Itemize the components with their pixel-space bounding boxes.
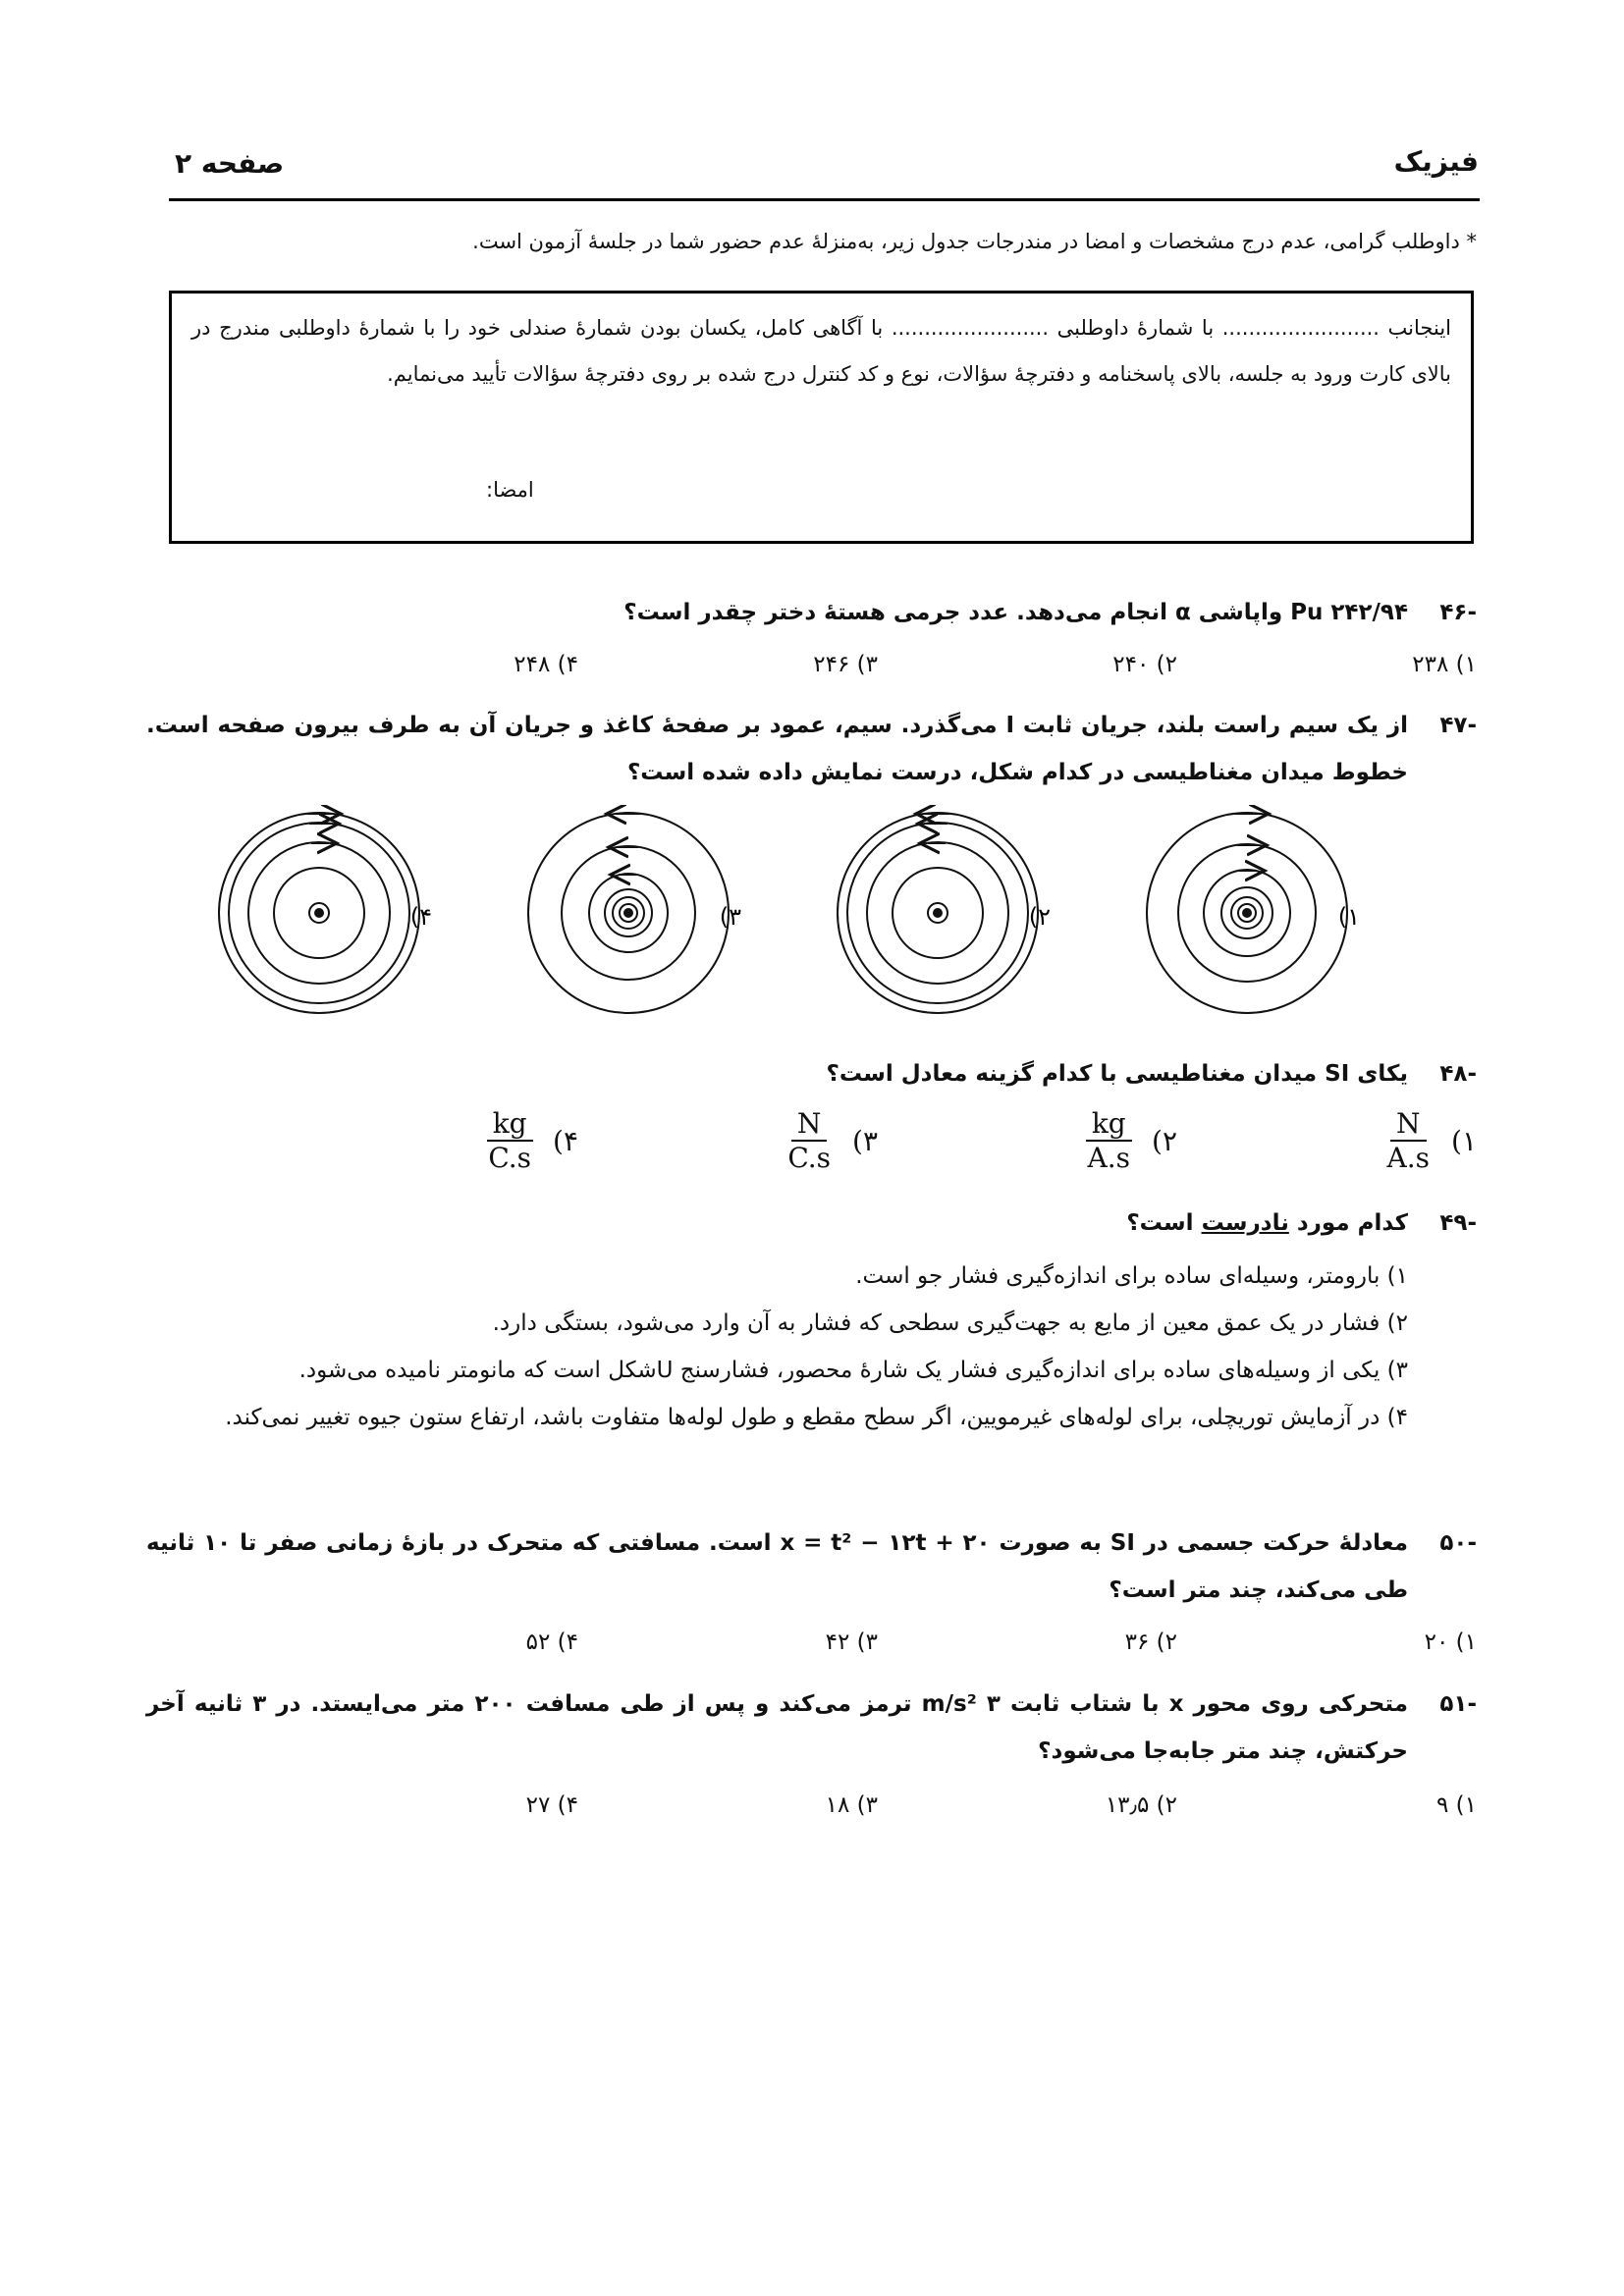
signature-label: امضا: (486, 478, 534, 502)
option-1[interactable]: ۱) ۲۰ (1424, 1629, 1477, 1655)
option-4[interactable]: ۴) ۲۴۸ (514, 652, 578, 677)
option-4[interactable]: ۴) ۵۲ (525, 1629, 578, 1655)
q48-options (279, 1107, 1477, 1174)
option-2[interactable]: ۲) $\frac{kg}{A.s}$ (878, 1107, 1177, 1174)
question-50 (146, 1520, 1477, 1614)
unit-fraction: $\frac{N}{A.s}$ (1386, 1107, 1431, 1174)
underlined-word: نادرست (1201, 1210, 1289, 1236)
question-48 (146, 1050, 1477, 1097)
question-number: -۴۷ (1439, 713, 1477, 738)
q51-options (279, 1792, 1477, 1818)
unit-fraction: $\frac{N}{C.s}$ (787, 1107, 832, 1174)
figure-label-1: ۱) (1337, 903, 1360, 931)
question-text: متحرکی روی محور x با شتاب ثابت ۳ m/s² ترمز می‌کند و پس از طی مسافت ۲۰۰ متر می‌ایستد. در ۳ ثانیه آخر حرکتش، چند متر جابه‌جا می‌شود؟ (146, 1691, 1408, 1764)
option-3[interactable]: ۳) ۴۲ (825, 1629, 878, 1655)
question-number: -۴۸ (1439, 1061, 1477, 1087)
candidate-notice: * داوطلب گرامی، عدم درج مشخصات و امضا در مندرجات جدول زیر، به‌منزلهٔ عدم حضور شما در جلسهٔ آزمون است. (472, 230, 1477, 253)
option-3[interactable]: ۳) $\frac{N}{C.s}$ (578, 1107, 878, 1174)
question-text: Pu ۲۴۲/۹۴ واپاشی α انجام می‌دهد. عدد جرمی هستهٔ دختر چقدر است؟ (623, 600, 1408, 625)
figure-4 (219, 813, 419, 1013)
figure-label-4: ۴) (409, 903, 432, 931)
option-2[interactable]: ۲) فشار در یک عمق معین از مایع به جهت‌گیری سطحی که فشار به آن وارد می‌شود، بستگی دارد. (492, 1310, 1408, 1336)
option-3[interactable]: ۳) یکی از وسیله‌های ساده برای اندازه‌گیری فشار یک شارهٔ محصور، فشارسنج U‌شکل است که مانومتر نامیده می‌شود. (298, 1358, 1408, 1383)
page-number: صفحه ۲ (175, 147, 285, 180)
header-rule (169, 198, 1480, 201)
option-2[interactable]: ۲) ۳۶ (1124, 1629, 1177, 1655)
question-text: یکای SI میدان مغناطیسی با کدام گزینه معادل است؟ (826, 1061, 1408, 1087)
question-49 (146, 1200, 1477, 1247)
unit-fraction: $\frac{kg}{A.s}$ (1087, 1107, 1131, 1174)
question-number: -۵۱ (1439, 1691, 1477, 1717)
question-51 (146, 1681, 1477, 1775)
question-text: کدام مورد نادرست است؟ (1126, 1210, 1408, 1236)
question-number: -۵۰ (1439, 1530, 1477, 1556)
q49-options (146, 1253, 1477, 1441)
option-2[interactable]: ۲) ۲۴۰ (1112, 652, 1177, 677)
option-3[interactable]: ۳) ۱۸ (825, 1792, 878, 1818)
option-4[interactable]: ۴) در آزمایش توریچلی، برای لوله‌های غیرمویین، اگر سطح مقطع و طول لوله‌ها متفاوت باشد، ارتفاع ستون جیوه تغییر نمی‌کند. (225, 1405, 1408, 1430)
option-4[interactable]: ۴) ۲۷ (525, 1792, 578, 1818)
option-1[interactable]: ۱) $\frac{N}{A.s}$ (1177, 1107, 1477, 1174)
question-number: -۴۹ (1439, 1210, 1477, 1236)
figure-label-3: ۳) (719, 903, 741, 931)
question-46 (146, 589, 1477, 636)
option-1[interactable]: ۱) ۲۳۸ (1412, 652, 1477, 677)
option-3[interactable]: ۳) ۲۴۶ (813, 652, 878, 677)
q50-options (279, 1629, 1477, 1655)
q46-options (279, 652, 1477, 677)
figure-1 (1147, 813, 1347, 1013)
declaration-box (169, 291, 1474, 544)
field-line-figures (206, 805, 1414, 1021)
option-4[interactable]: ۴) $\frac{kg}{C.s}$ (279, 1107, 578, 1174)
option-1[interactable]: ۱) بارومتر، وسیله‌ای ساده برای اندازه‌گیری فشار جو است. (855, 1263, 1408, 1289)
option-1[interactable]: ۱) ۹ (1435, 1792, 1477, 1818)
question-47 (146, 702, 1477, 796)
figure-2 (838, 813, 1038, 1013)
option-2[interactable]: ۲) ۱۳٫۵ (1105, 1792, 1177, 1818)
subject-title: فیزیک (1393, 145, 1479, 178)
question-text: معادلهٔ حرکت جسمی در SI به صورت x = t² − ۱۲t + ۲۰ است. مسافتی که متحرک در بازهٔ زمانی صفر تا ۱۰ ثانیه طی می‌کند، چند متر است؟ (146, 1530, 1408, 1603)
question-text: از یک سیم راست بلند، جریان ثابت I می‌گذرد. سیم، عمود بر صفحهٔ کاغذ و جریان آن به طرف بیرون صفحه است. خطوط میدان مغناطیسی در کدام شکل، درست نمایش داده شده است؟ (146, 713, 1409, 785)
unit-fraction: $\frac{kg}{C.s}$ (488, 1107, 532, 1174)
question-number: -۴۶ (1439, 600, 1477, 625)
figure-3 (528, 813, 729, 1013)
declaration-text: اینجانب ........................ با شمارهٔ داوطلبی ........................ با آگاهی کامل، یکسان بودن شمارهٔ صندلی خود را با شمارهٔ داوطلبی مندرج در بالای کارت ورود به جلسه، بالای پاسخنامه و دفترچهٔ سؤالات، نوع و کد کنترل درج شده بر روی دفترچهٔ سؤالات تأیید می‌نمایم. (191, 316, 1451, 386)
figure-label-2: ۲) (1028, 903, 1051, 931)
